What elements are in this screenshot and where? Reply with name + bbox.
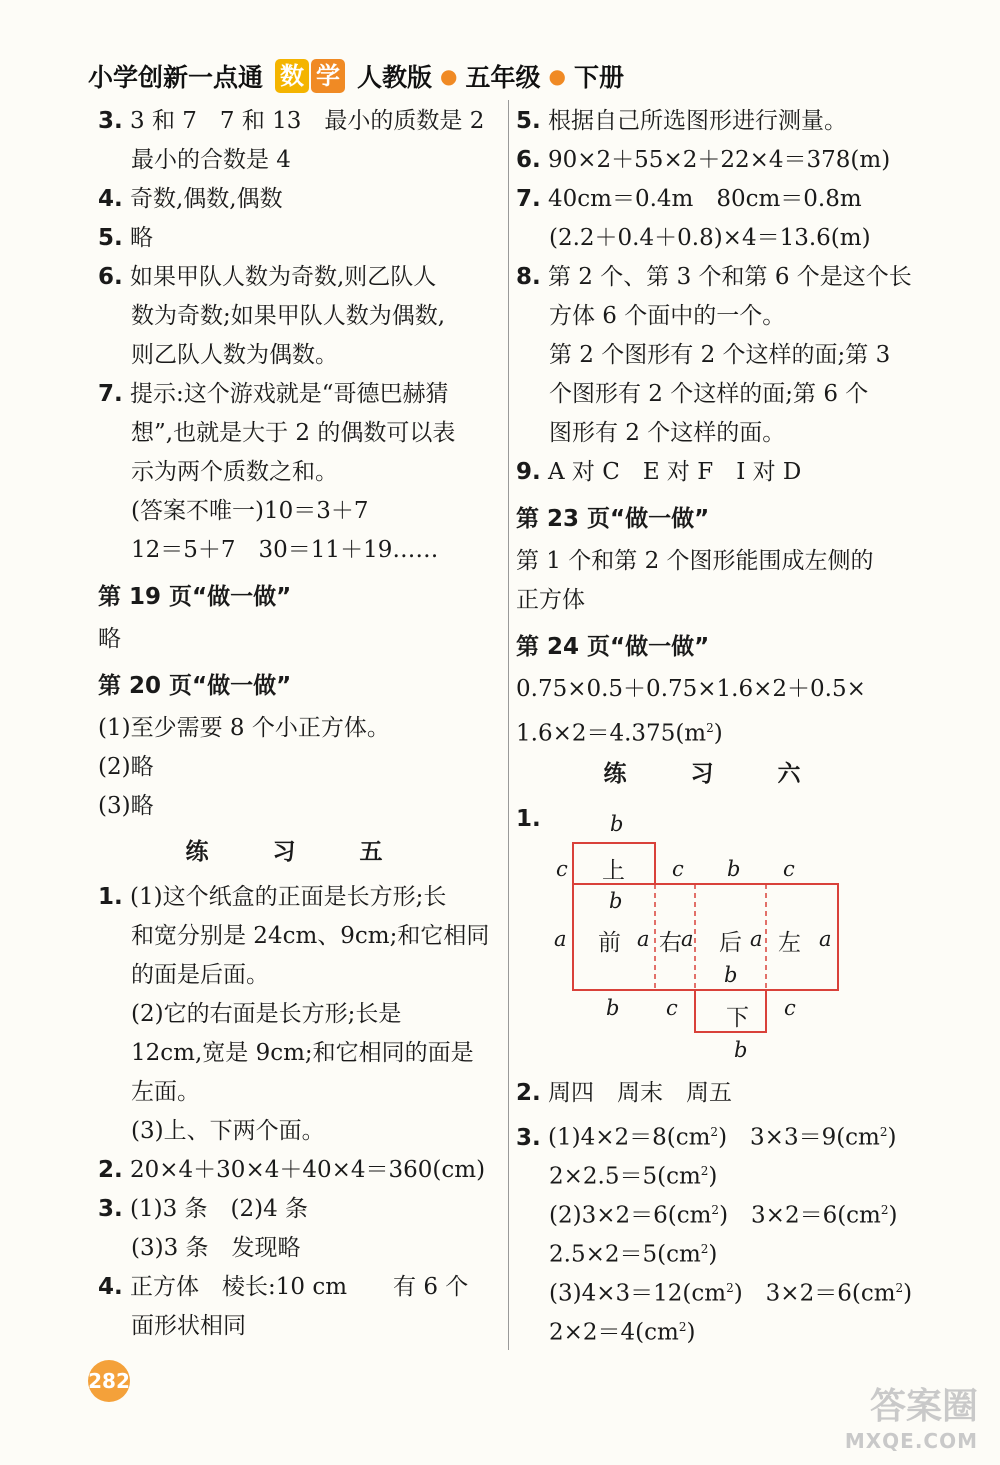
- answer-line: [98, 219, 498, 258]
- answer-text: 3 和 7 7 和 13 最小的质数是 2: [130, 108, 485, 134]
- answer-text: 2.5×2＝5(cm: [549, 1241, 701, 1268]
- answer-line: [516, 258, 916, 297]
- answer-text: ): [887, 1124, 897, 1151]
- answer-line: (答案不唯一)10＝3＋7: [131, 498, 369, 524]
- answer-text: 1.6×2＝4.375(m: [516, 720, 707, 747]
- cuboid-net-diagram: [516, 812, 846, 1072]
- answer-line: 方体 6 个面中的一个。: [549, 303, 786, 329]
- edge-label-c: c: [556, 857, 568, 881]
- right-column: [516, 102, 916, 839]
- exponent: 2: [880, 1203, 889, 1217]
- answer-text: 正方体 棱长:10 cm 有 6 个: [130, 1274, 469, 1300]
- volume: 下册: [573, 63, 624, 92]
- exponent: 2: [706, 721, 714, 735]
- edge-label-b: b: [724, 963, 738, 987]
- answer-text: 提示:这个游戏就是“哥德巴赫猜: [130, 381, 449, 407]
- answer-line: 第 2 个图形有 2 个这样的面;第 3: [549, 342, 891, 368]
- answer-line: 左面。: [131, 1079, 200, 1105]
- answer-line: [98, 1268, 498, 1307]
- answer-line: [516, 1191, 916, 1230]
- answer-text: ): [686, 1319, 696, 1346]
- face-left: 左: [778, 930, 801, 956]
- edge-label-a: a: [819, 927, 832, 951]
- edition: 人教版: [357, 63, 433, 92]
- exponent: 2: [700, 1242, 709, 1256]
- subject-char-2: 学: [311, 59, 345, 93]
- subject-char-1: 数: [275, 59, 309, 93]
- answer-line: [516, 1113, 916, 1152]
- edge-label-b: b: [606, 996, 620, 1020]
- answer-line: [98, 375, 498, 414]
- answer-text: ): [713, 720, 723, 747]
- answer-text: 40cm＝0.4m 80cm＝0.8m: [548, 186, 862, 212]
- answer-line: [98, 102, 498, 141]
- face-back: 后: [719, 930, 742, 956]
- item-number: 8.: [516, 264, 541, 290]
- answer-text: A 对 C E 对 F I 对 D: [548, 459, 802, 485]
- answer-line: [98, 1190, 498, 1229]
- exponent: 2: [726, 1281, 734, 1295]
- grade: 五年级: [465, 63, 541, 92]
- subject-badge: [275, 59, 345, 93]
- answer-line: 面形状相同: [131, 1313, 246, 1339]
- answer-text: 如果甲队人数为奇数,则乙队人: [130, 264, 437, 290]
- answer-line: 想”,也就是大于 2 的偶数可以表: [131, 420, 456, 446]
- answer-line: (3)上、下两个面。: [131, 1118, 325, 1144]
- answer-line: 数为奇数;如果甲队人数为偶数,: [131, 303, 446, 329]
- item-number: 6.: [516, 147, 541, 173]
- answer-line: 和宽分别是 24cm、9cm;和它相同: [131, 923, 490, 949]
- answer-text: 2×2.5＝5(cm: [549, 1163, 701, 1190]
- answer-text: (2)3×2＝6(cm: [549, 1202, 712, 1229]
- section-title: 第 23 页“做一做”: [516, 506, 710, 532]
- answer-line: 12＝5＋7 30＝11＋19……: [131, 537, 439, 563]
- left-column: [98, 102, 498, 1346]
- item-number: 3.: [98, 1196, 123, 1222]
- page-number: 282: [88, 1360, 130, 1402]
- edge-label-a: a: [554, 927, 567, 951]
- exercise-title: 练 习 五: [185, 839, 411, 865]
- answer-text: ) 3×2＝6(cm: [733, 1280, 896, 1307]
- answer-line: [516, 1230, 916, 1269]
- answer-line: [516, 1308, 916, 1347]
- answer-text: (1)这个纸盒的正面是长方形;长: [130, 884, 447, 910]
- item-number: 9.: [516, 459, 541, 485]
- edge-label-c: c: [666, 996, 678, 1020]
- answer-line: [98, 180, 498, 219]
- dot-icon: ●: [440, 64, 458, 88]
- answer-line: (3)略: [98, 793, 154, 819]
- item-number: 4.: [98, 1274, 123, 1300]
- answer-line: [516, 180, 916, 219]
- answer-line: 正方体: [516, 587, 585, 613]
- answer-line: [98, 1151, 498, 1190]
- right-column-lower: [516, 1074, 916, 1347]
- answer-line: (2.2＋0.4＋0.8)×4＝13.6(m): [549, 225, 871, 251]
- exercise-title: 练 习 六: [603, 761, 829, 787]
- answer-line: 图形有 2 个这样的面。: [549, 420, 786, 446]
- answer-line: [516, 1269, 916, 1308]
- answer-text: ) 3×3＝9(cm: [718, 1124, 880, 1151]
- answer-text: ): [708, 1241, 718, 1268]
- series-title: 小学创新一点通: [88, 63, 264, 92]
- edge-label-b: b: [727, 857, 741, 881]
- watermark: [845, 1378, 978, 1453]
- edge-label-a: a: [681, 927, 694, 951]
- exponent: 2: [700, 1164, 709, 1178]
- answer-line: 个图形有 2 个这样的面;第 6 个: [549, 381, 869, 407]
- answer-line: 略: [98, 626, 121, 652]
- answer-text: 略: [130, 225, 153, 251]
- item-number: 5.: [516, 108, 541, 134]
- face-right: 右: [659, 930, 682, 956]
- face-front: 前: [598, 930, 621, 956]
- answer-text: ): [708, 1163, 718, 1190]
- answer-line: (3)3 条 发现略: [131, 1235, 301, 1261]
- edge-label-a: a: [750, 927, 763, 951]
- answer-line: (1)至少需要 8 个小正方体。: [98, 715, 390, 741]
- answer-line: [98, 258, 498, 297]
- edge-label-b: b: [609, 889, 623, 913]
- dot-icon: ●: [548, 64, 566, 88]
- edge-label-b: b: [610, 812, 624, 836]
- edge-label-c: c: [783, 857, 795, 881]
- answer-text: (3)4×3＝12(cm: [549, 1280, 727, 1307]
- answer-text: 2×2＝4(cm: [549, 1319, 679, 1346]
- exponent: 2: [710, 1125, 719, 1139]
- column-divider: [508, 100, 509, 1350]
- item-number: 7.: [516, 186, 541, 212]
- answer-line: [516, 102, 916, 141]
- answer-text: (1)3 条 (2)4 条: [130, 1196, 309, 1222]
- answer-line: [516, 709, 916, 748]
- answer-text: ): [888, 1202, 898, 1229]
- book-header: [88, 58, 624, 94]
- answer-line: 则乙队人数为偶数。: [131, 342, 338, 368]
- item-number: 3.: [516, 1124, 541, 1151]
- section-title: 第 19 页“做一做”: [98, 584, 292, 610]
- section-title: 第 24 页“做一做”: [516, 634, 710, 660]
- answer-line: 第 1 个和第 2 个图形能围成左侧的: [516, 548, 874, 574]
- answer-text: 第 2 个、第 3 个和第 6 个是这个长: [548, 264, 912, 290]
- answer-line: 12cm,宽是 9cm;和它相同的面是: [131, 1040, 474, 1066]
- watermark-logo-text: 答案圈: [869, 1386, 978, 1427]
- answer-line: 的面是后面。: [131, 962, 269, 988]
- answer-line: (2)略: [98, 754, 154, 780]
- answer-line: [516, 453, 916, 492]
- item-number: 6.: [98, 264, 123, 290]
- edge-label-c: c: [784, 996, 796, 1020]
- item-number: 4.: [98, 186, 123, 212]
- answer-line: 0.75×0.5＋0.75×1.6×2＋0.5×: [516, 676, 866, 702]
- section-title: 第 20 页“做一做”: [98, 673, 292, 699]
- edge-label-c: c: [672, 857, 684, 881]
- item-number: 1.: [98, 884, 123, 910]
- exponent: 2: [879, 1125, 888, 1139]
- answer-line: 示为两个质数之和。: [131, 459, 338, 485]
- edge-label-b: b: [734, 1038, 748, 1062]
- item-number: 2.: [516, 1080, 541, 1106]
- answer-text: 根据自己所选图形进行测量。: [548, 108, 847, 134]
- answer-line: [98, 878, 498, 917]
- item-number: 5.: [98, 225, 123, 251]
- watermark-url: MXQE.COM: [844, 1429, 978, 1453]
- answer-text: 奇数,偶数,偶数: [130, 186, 283, 212]
- exponent: 2: [711, 1203, 720, 1217]
- item-number: 1.: [516, 806, 541, 832]
- answer-text: (1)4×2＝8(cm: [548, 1124, 711, 1151]
- answer-line: [516, 1152, 916, 1191]
- answer-line: (2)它的右面是长方形;长是: [131, 1001, 402, 1027]
- answer-text: ): [903, 1280, 913, 1307]
- answer-text: 20×4＋30×4＋40×4＝360(cm): [130, 1157, 486, 1183]
- answer-text: 周四 周末 周五: [548, 1080, 732, 1106]
- answer-line: [516, 141, 916, 180]
- exponent: 2: [678, 1320, 687, 1334]
- answer-text: 90×2＋55×2＋22×4＝378(m): [548, 147, 891, 173]
- face-top: 上: [602, 858, 625, 884]
- edge-label-a: a: [637, 927, 650, 951]
- exponent: 2: [895, 1281, 904, 1295]
- item-number: 3.: [98, 108, 123, 134]
- item-number: 2.: [98, 1157, 123, 1183]
- answer-text: ) 3×2＝6(cm: [719, 1202, 881, 1229]
- answer-line: 最小的合数是 4: [131, 147, 291, 173]
- face-bottom: 下: [726, 1005, 749, 1031]
- item-number: 7.: [98, 381, 123, 407]
- answer-line: [516, 1074, 916, 1113]
